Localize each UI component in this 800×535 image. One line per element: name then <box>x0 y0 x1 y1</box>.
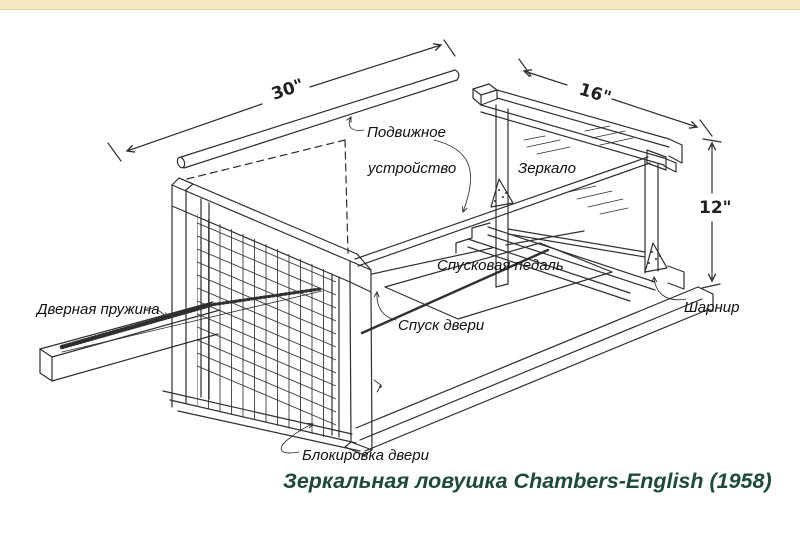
label-door-lock: Блокировка двери <box>302 447 429 464</box>
label-trigger-pedal: Спусковая педаль <box>437 257 564 274</box>
label-door-release: Спуск двери <box>398 317 485 334</box>
caption: Зеркальная ловушка Chambers-English (1958) <box>283 469 772 493</box>
door-raised-dashed-outline <box>187 140 348 253</box>
dimension-30-text: 30" <box>269 75 307 105</box>
dimension-16-text: 16" <box>576 79 614 109</box>
pointer-door-release <box>377 292 396 320</box>
dimension-12-text: 12" <box>699 198 732 218</box>
door-latch-detail <box>374 380 382 392</box>
top-strip <box>0 0 800 9</box>
spring-wire <box>210 289 320 305</box>
label-door-spring: Дверная пружина <box>37 301 160 318</box>
hinge-left <box>491 179 513 207</box>
cage-frame <box>172 178 372 455</box>
hinge-bracket <box>668 266 684 289</box>
label-movable-device-line2: устройство <box>368 160 457 177</box>
label-movable-device-line1: Подвижное <box>367 124 446 141</box>
label-hinge: Шарнир <box>684 299 740 316</box>
hinge-right <box>645 243 667 272</box>
pointer-to-rod <box>349 117 364 130</box>
label-mirror: Зеркало <box>518 160 576 177</box>
